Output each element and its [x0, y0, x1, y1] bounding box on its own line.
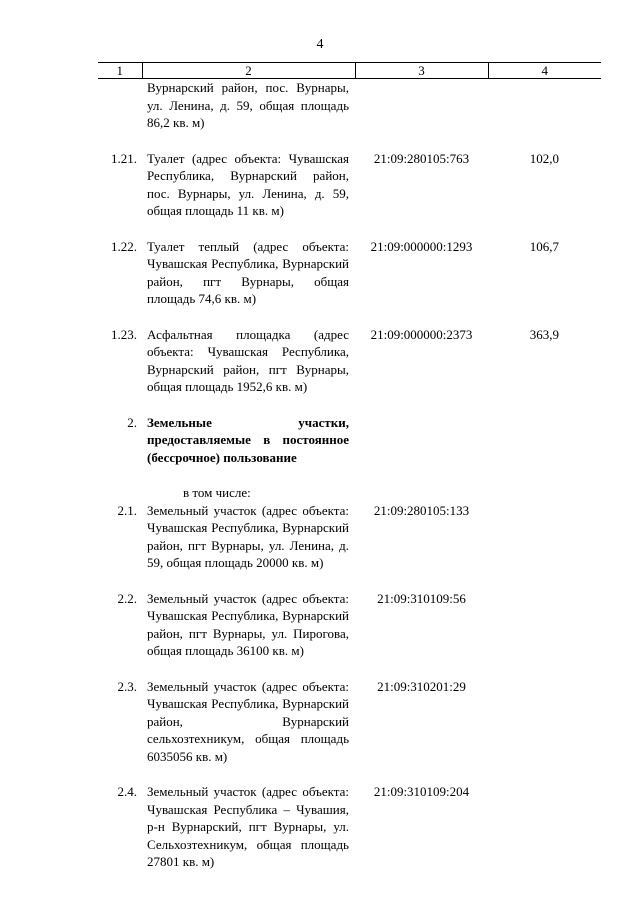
table-row [98, 502, 601, 590]
row-value [488, 79, 601, 150]
cadastral-number: 21:09:310109:204 [373, 784, 470, 799]
section-title: Земельные участки, предоставляемые в постоянное (бессрочное) пользование [147, 414, 349, 465]
cadastral-number: 21:09:280105:763 [373, 150, 470, 166]
row-description: Земельный участок (адрес объекта: Чувашская Республика, Вурнарский район, Вурнарский сельхозтехникум, общая площадь 6035056 кв. м) [147, 678, 349, 764]
row-value [488, 678, 601, 784]
column-header-4: 4 [488, 63, 601, 79]
table-row [98, 150, 601, 238]
row-value: 106,7 [529, 238, 559, 254]
row-description: Вурнарский район, пос. Вурнары, ул. Ленина, д. 59, общая площадь 86,2 кв. м) [147, 80, 349, 130]
row-value [488, 414, 601, 485]
row-number [98, 484, 142, 502]
subheading-row [98, 484, 601, 502]
table-row [98, 326, 601, 414]
row-value: 102,0 [529, 150, 559, 166]
row-description: Туалет (адрес объекта: Чувашская Республика, Вурнарский район, пос. Вурнары, ул. Ленина, д. 59, общая площадь 11 кв. м) [147, 150, 349, 218]
section-number: 2. [127, 414, 137, 430]
cadastral-number [355, 414, 488, 485]
row-number: 2.1. [117, 502, 137, 518]
row-number: 2.3. [117, 678, 137, 694]
table-row [98, 79, 601, 150]
row-description: Асфальтная площадка (адрес объекта: Чувашская Республика, Вурнарский район, пгт Вурнары, общая площадь 1952,6 кв. м) [147, 326, 349, 394]
column-header-3: 3 [355, 63, 488, 79]
row-description: Земельный участок (адрес объекта: Чувашская Республика – Чувашия, р-н Вурнарский, пгт Вурнары, ул. Сельхозтехникум, общая площадь 27801 кв. м) [147, 784, 349, 869]
cadastral-number [355, 79, 488, 150]
row-number: 2.2. [117, 590, 137, 606]
row-description: Земельный участок (адрес объекта: Чувашская Республика, Вурнарский район, пгт Вурнары, ул. Пирогова, общая площадь 36100 кв. м) [147, 590, 349, 658]
table-row [98, 678, 601, 784]
row-description: Туалет теплый (адрес объекта: Чувашская Республика, Вурнарский район, пгт Вурнары, общая площадь 74,6 кв. м) [147, 238, 349, 306]
cadastral-number: 21:09:310109:56 [377, 590, 466, 606]
row-description: Земельный участок (адрес объекта: Чувашская Республика, Вурнарский район, пгт Вурнары, ул. Ленина, д. 59, общая площадь 20000 кв. м) [147, 502, 349, 570]
cadastral-number: 21:09:000000:2373 [370, 326, 473, 342]
including-label-cell [142, 484, 355, 502]
table-row [98, 238, 601, 326]
cadastral-number: 21:09:280105:133 [373, 502, 470, 518]
row-number: 1.23. [111, 326, 137, 342]
row-value: 363,9 [529, 326, 559, 342]
cadastral-number [355, 484, 488, 502]
cadastral-number: 21:09:000000:1293 [370, 238, 473, 254]
property-table [98, 62, 601, 871]
column-header-1: 1 [98, 63, 142, 79]
including-label: в том числе: [183, 485, 251, 500]
row-number [98, 79, 142, 150]
row-number: 1.21. [111, 150, 137, 166]
row-number: 1.22. [111, 238, 137, 254]
header-row [98, 63, 601, 79]
section-row [98, 414, 601, 485]
row-value [488, 484, 601, 502]
column-header-2: 2 [142, 63, 355, 79]
row-value [488, 783, 601, 871]
cadastral-number: 21:09:310201:29 [377, 678, 466, 694]
row-value [488, 590, 601, 678]
page-number: 4 [316, 37, 324, 52]
table-row [98, 783, 601, 871]
row-number: 2.4. [117, 784, 137, 799]
row-value [488, 502, 601, 590]
table-row [98, 590, 601, 678]
